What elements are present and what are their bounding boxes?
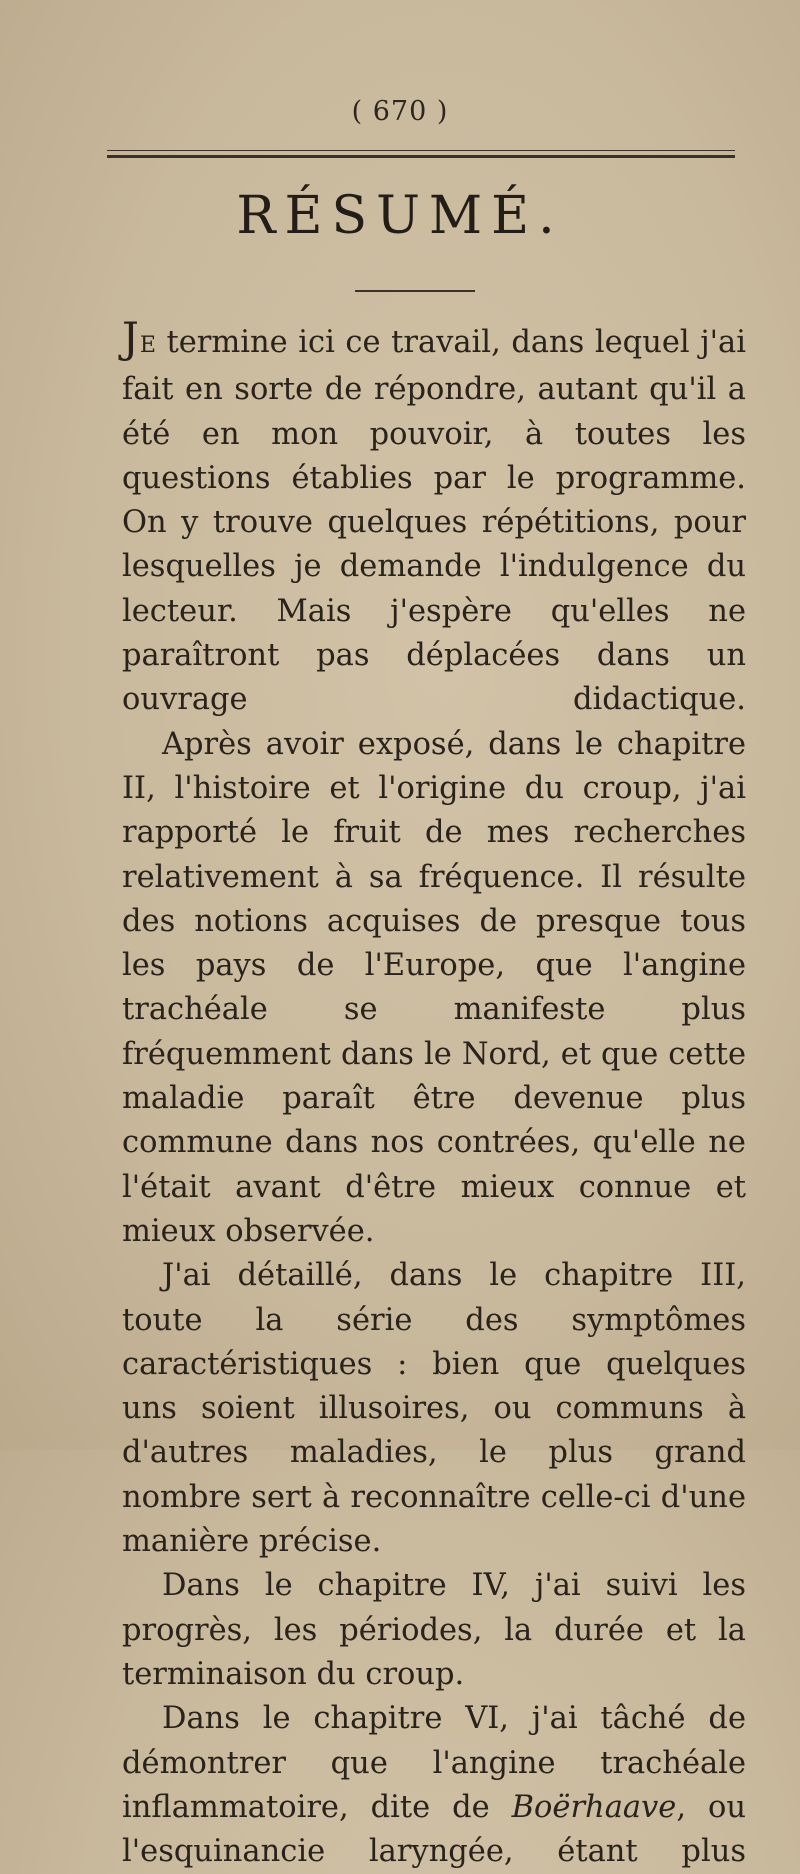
paragraph-5 [122, 1697, 746, 1874]
paragraph-1 [122, 313, 746, 723]
header-rule [107, 150, 735, 158]
paragraph-5-italic: Boërhaave [511, 1789, 677, 1825]
paragraph-5-text-b: , ou l'esquinancie laryngée, étant plus [122, 1789, 746, 1870]
drop-cap: J [122, 313, 140, 362]
paragraph-5-text-a: Dans le chapitre VI, j'ai tâché de démontrer que l'angine trachéale inflammatoire, dite de [122, 1701, 746, 1825]
paragraph-4: Dans le chapitre IV, j'ai suivi les progrès, les périodes, la durée et la terminaison du croup. [122, 1568, 746, 1692]
paragraph-1-text: termine ici ce travail, dans lequel j'ai fait en sorte de répondre, autant qu'il a été en mon pouvoir, à toutes les questions établies par le programme. On y trouve quelques répétitions, pour lesquelles je demande l'indulgence du lecteur. Mais j'espère qu'elles ne paraîtront pas déplacées dans un ouvrage didactique. [122, 325, 746, 718]
title-rule [355, 290, 475, 292]
drop-cap-rest: E [139, 333, 156, 358]
paragraph-2: Après avoir exposé, dans le chapitre II, l'histoire et l'origine du croup, j'ai rapporté le fruit de mes recherches relativement à sa fréquence. Il résulte des notions acquises de presque tous les pays de l'Europe, que l'angine trachéale se manifeste plus fréquemment dans le Nord, et que cette maladie paraît être devenue plus commune dans nos contrées, qu'elle ne l'était avant d'être mieux connue et mieux observée. [122, 726, 746, 1249]
page-title: RÉSUMÉ. [236, 186, 564, 246]
body-text [122, 313, 746, 1874]
page-number: ( 670 ) [351, 96, 449, 127]
paragraph-3: J'ai détaillé, dans le chapitre III, toute la série des symptômes caractéristiques : bien que quelques uns soient illusoires, ou communs à d'autres maladies, le plus grand nombre sert à reconnaître celle-ci d'une manière précise. [122, 1258, 746, 1560]
